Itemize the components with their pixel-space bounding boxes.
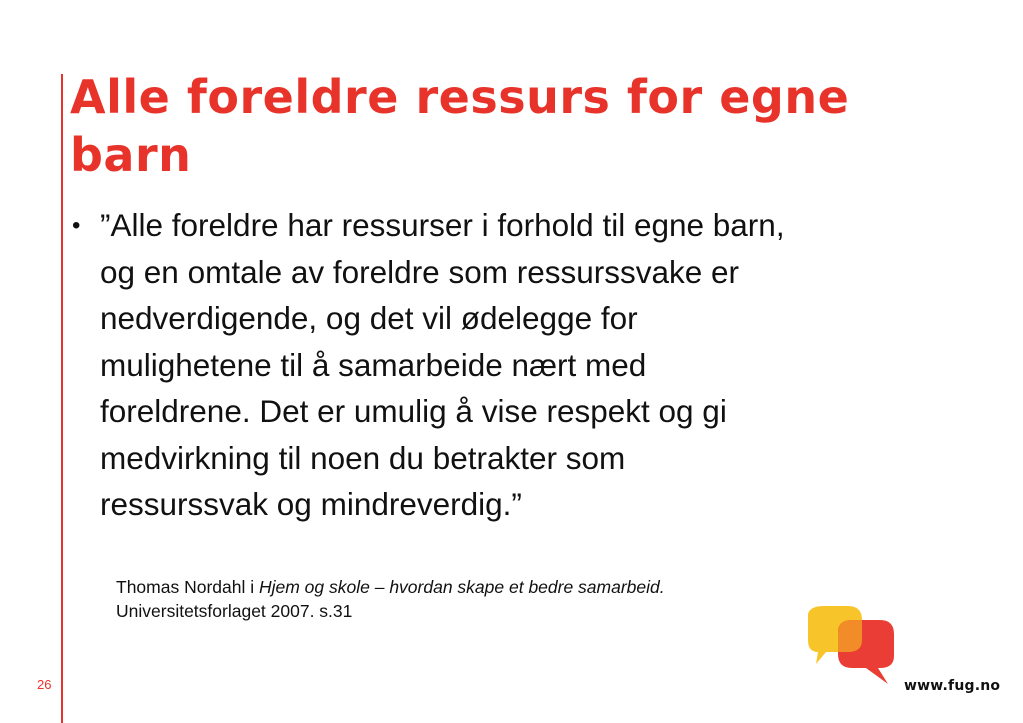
citation-publisher: Universitetsforlaget 2007. s.31	[116, 601, 353, 621]
vertical-divider-line	[61, 74, 63, 723]
speech-bubbles-logo-icon	[800, 604, 920, 694]
logo-url-text: www.fug.no	[904, 678, 1001, 694]
slide-title: Alle foreldre ressurs for egne barn	[70, 70, 850, 182]
fug-logo	[800, 604, 1000, 704]
bullet-marker: •	[72, 212, 81, 239]
citation	[116, 575, 876, 623]
page-number: 26	[37, 677, 52, 692]
quote-text: ”Alle foreldre har ressurser i forhold til egne barn, og en omtale av foreldre som ressurssvake er nedverdigende, og det vil ødelegge for mulighetene til å samarbeide nært med foreldrene. Det er umulig å vise respekt og gi medvirkning til noen du betrakter som ressurssvak og mindreverdig.”	[100, 207, 785, 522]
citation-book-title: Hjem og skole – hvordan skape et bedre samarbeid.	[258, 577, 665, 597]
bullet-item	[72, 202, 972, 528]
citation-author: Thomas Nordahl i	[116, 577, 259, 597]
